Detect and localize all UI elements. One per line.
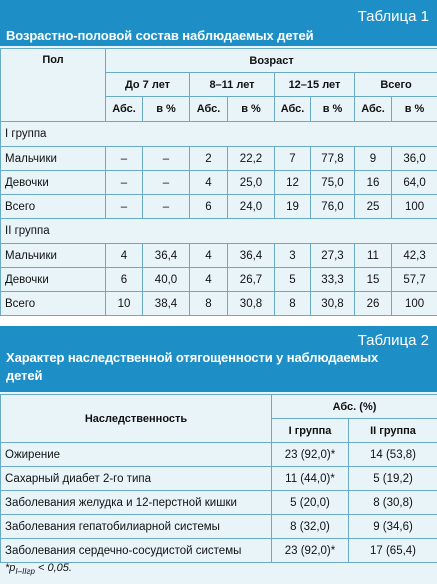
table-row <box>1 515 437 539</box>
table-row <box>1 147 437 171</box>
table-cell: 25,0 <box>228 171 275 195</box>
table-cell: – <box>106 195 143 219</box>
table-cell: 23 (92,0)* <box>272 443 349 467</box>
table1-title: Возрастно-половой состав наблюдаемых детей <box>6 28 314 43</box>
table-cell: 8 <box>190 292 228 316</box>
table-cell: 9 (34,6) <box>349 515 437 539</box>
table-cell: 4 <box>190 244 228 268</box>
table-cell: 27,3 <box>311 244 355 268</box>
table-row <box>1 467 437 491</box>
table-cell: 100 <box>392 292 437 316</box>
table-row <box>1 491 437 515</box>
col-header-heredity: Наследственность <box>1 395 272 443</box>
table2-number: Таблица 2 <box>357 332 429 349</box>
table-cell: 7 <box>275 147 311 171</box>
pct-header: в % <box>143 97 190 122</box>
table-cell: 64,0 <box>392 171 437 195</box>
abs-header: Абс. <box>106 97 143 122</box>
table-cell: 38,4 <box>143 292 190 316</box>
table-cell: – <box>106 171 143 195</box>
group-label: II группа <box>1 219 437 244</box>
table-cell: 30,8 <box>311 292 355 316</box>
table2-footnote <box>5 562 72 576</box>
abs-header: Абс. <box>355 97 392 122</box>
footnote-sub: I–IIгр <box>15 567 35 577</box>
table-cell: 42,3 <box>392 244 437 268</box>
row-label: Заболевания гепатобилиарной системы <box>1 515 272 539</box>
col-header-group1: I группа <box>272 419 349 443</box>
table-cell: 57,7 <box>392 268 437 292</box>
table-cell: 2 <box>190 147 228 171</box>
table-cell: 5 <box>275 268 311 292</box>
pct-header: в % <box>228 97 275 122</box>
table-cell: 100 <box>392 195 437 219</box>
table-cell: 36,4 <box>143 244 190 268</box>
table-cell: 6 <box>190 195 228 219</box>
table-cell: 77,8 <box>311 147 355 171</box>
table2-grid <box>0 394 437 563</box>
table1-grid <box>0 48 437 316</box>
abs-header: Абс. <box>190 97 228 122</box>
table-cell: 5 (19,2) <box>349 467 437 491</box>
table-row <box>1 443 437 467</box>
table-cell: 40,0 <box>143 268 190 292</box>
table-cell: 6 <box>106 268 143 292</box>
table-row <box>1 171 437 195</box>
table-cell: 33,3 <box>311 268 355 292</box>
col-header-group2: II группа <box>349 419 437 443</box>
table-row <box>1 195 437 219</box>
table-cell: 14 (53,8) <box>349 443 437 467</box>
table-cell: – <box>143 147 190 171</box>
table-cell: 16 <box>355 171 392 195</box>
row-label: Сахарный диабет 2-го типа <box>1 467 272 491</box>
table-cell: – <box>143 195 190 219</box>
table-cell: 8 (30,8) <box>349 491 437 515</box>
table-cell: – <box>143 171 190 195</box>
table-row <box>1 268 437 292</box>
col-header-sex: Пол <box>1 49 106 122</box>
row-label: Мальчики <box>1 244 106 268</box>
pct-header: в % <box>392 97 437 122</box>
table-cell: 8 <box>275 292 311 316</box>
table1-number: Таблица 1 <box>357 8 429 25</box>
row-label: Девочки <box>1 268 106 292</box>
table-cell: 10 <box>106 292 143 316</box>
table-cell: 11 <box>355 244 392 268</box>
age-group-header: Всего <box>355 73 437 97</box>
table-cell: 17 (65,4) <box>349 539 437 563</box>
table-cell: 8 (32,0) <box>272 515 349 539</box>
table-cell: 5 (20,0) <box>272 491 349 515</box>
table2-title-line1: Характер наследственной отягощенности у наблюдаемых <box>6 350 379 365</box>
table-cell: 25 <box>355 195 392 219</box>
table-cell: 36,4 <box>228 244 275 268</box>
age-group-header: До 7 лет <box>106 73 190 97</box>
row-label: Всего <box>1 292 106 316</box>
table-cell: 9 <box>355 147 392 171</box>
table-cell: 24,0 <box>228 195 275 219</box>
table-cell: 4 <box>190 268 228 292</box>
table-cell: 26,7 <box>228 268 275 292</box>
table-cell: 26 <box>355 292 392 316</box>
row-label: Заболевания сердечно-сосудистой системы <box>1 539 272 563</box>
table-cell: 30,8 <box>228 292 275 316</box>
row-label: Ожирение <box>1 443 272 467</box>
table-cell: 19 <box>275 195 311 219</box>
table-cell: 15 <box>355 268 392 292</box>
table-cell: 76,0 <box>311 195 355 219</box>
col-header-abs: Абс. (%) <box>272 395 437 419</box>
table-row <box>1 244 437 268</box>
table-row <box>1 292 437 316</box>
age-group-header: 8–11 лет <box>190 73 275 97</box>
table2-card <box>0 326 437 584</box>
table2-title-line2: детей <box>6 368 43 383</box>
table-row <box>1 539 437 563</box>
row-label: Мальчики <box>1 147 106 171</box>
table-cell: 75,0 <box>311 171 355 195</box>
abs-header: Абс. <box>275 97 311 122</box>
row-label: Девочки <box>1 171 106 195</box>
table-cell: – <box>106 147 143 171</box>
table-cell: 12 <box>275 171 311 195</box>
table-cell: 3 <box>275 244 311 268</box>
table-cell: 4 <box>106 244 143 268</box>
row-label: Всего <box>1 195 106 219</box>
footnote-star: * <box>5 562 10 574</box>
table-cell: 11 (44,0)* <box>272 467 349 491</box>
age-group-header: 12–15 лет <box>275 73 355 97</box>
pct-header: в % <box>311 97 355 122</box>
col-header-age: Возраст <box>106 49 437 73</box>
footnote-rest: < 0,05. <box>34 562 72 574</box>
group-label: I группа <box>1 122 437 147</box>
table-cell: 4 <box>190 171 228 195</box>
row-label: Заболевания желудка и 12-перстной кишки <box>1 491 272 515</box>
footnote-p: p <box>9 562 16 574</box>
table-cell: 36,0 <box>392 147 437 171</box>
table-cell: 23 (92,0)* <box>272 539 349 563</box>
table-cell: 22,2 <box>228 147 275 171</box>
